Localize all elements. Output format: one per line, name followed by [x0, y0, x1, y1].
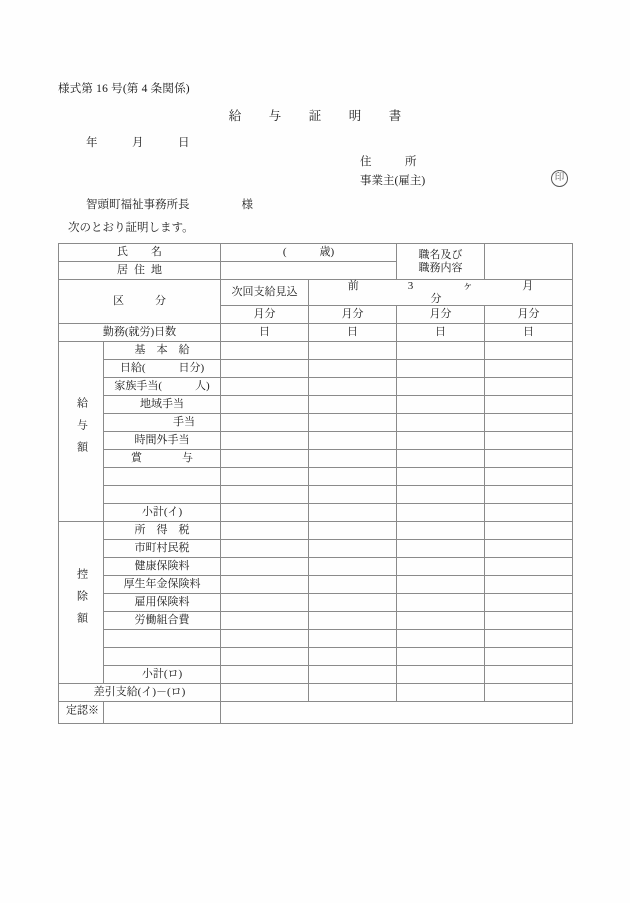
deduction-cell-6-1[interactable] — [309, 630, 397, 648]
deduction-row-label-0: 所 得 税 — [104, 522, 221, 540]
salary-cell-9-3[interactable] — [485, 504, 573, 522]
deduction-cell-8-0[interactable] — [221, 666, 309, 684]
deduction-cell-2-3[interactable] — [485, 558, 573, 576]
deduction-row-label-8: 小計(ロ) — [104, 666, 221, 684]
deduction-cell-1-0[interactable] — [221, 540, 309, 558]
deduction-cell-3-1[interactable] — [309, 576, 397, 594]
salary-cell-3-0[interactable] — [221, 396, 309, 414]
deduction-row-label-3: 厚生年金保険料 — [104, 576, 221, 594]
work-days-col3[interactable]: 日 — [397, 324, 485, 342]
table-row-salary-5 — [59, 432, 573, 450]
deduction-cell-5-2[interactable] — [397, 612, 485, 630]
table-row-salary-1 — [59, 360, 573, 378]
deduction-cell-5-3[interactable] — [485, 612, 573, 630]
table-row-deduction-1 — [59, 540, 573, 558]
deduction-row-label-1: 市町村民税 — [104, 540, 221, 558]
net-payment-cell-1[interactable] — [309, 684, 397, 702]
month-unit-col3[interactable]: 月分 — [397, 306, 485, 324]
recipient-honorific: 様 — [241, 199, 253, 211]
salary-cell-6-3[interactable] — [485, 450, 573, 468]
salary-cell-7-3[interactable] — [485, 468, 573, 486]
approval-notes-cell[interactable] — [104, 702, 221, 724]
net-payment-cell-0[interactable] — [221, 684, 309, 702]
table-row-salary-0 — [59, 342, 573, 360]
deduction-cell-2-0[interactable] — [221, 558, 309, 576]
net-payment-cell-3[interactable] — [485, 684, 573, 702]
deduction-cell-5-0[interactable] — [221, 612, 309, 630]
job-title-label — [397, 244, 485, 280]
deduction-cell-6-3[interactable] — [485, 630, 573, 648]
table-row-salary-7 — [59, 468, 573, 486]
deduction-cell-6-2[interactable] — [397, 630, 485, 648]
deduction-cell-1-2[interactable] — [397, 540, 485, 558]
residence-label: 居住地 — [59, 262, 221, 280]
salary-cell-4-3[interactable] — [485, 414, 573, 432]
deduction-cell-0-0[interactable] — [221, 522, 309, 540]
address-label: 住 所 — [360, 156, 428, 168]
deduction-cell-2-2[interactable] — [397, 558, 485, 576]
table-row-deduction-0 — [59, 522, 573, 540]
deduction-cell-4-3[interactable] — [485, 594, 573, 612]
deduction-cell-3-2[interactable] — [397, 576, 485, 594]
salary-cell-0-2[interactable] — [397, 342, 485, 360]
table-row-name — [59, 244, 573, 262]
salary-cell-9-1[interactable] — [309, 504, 397, 522]
salary-cell-0-1[interactable] — [309, 342, 397, 360]
table-row-deduction-3 — [59, 576, 573, 594]
net-payment-cell-2[interactable] — [397, 684, 485, 702]
month-unit-col4[interactable]: 月分 — [485, 306, 573, 324]
deduction-cell-1-1[interactable] — [309, 540, 397, 558]
salary-row-label-7[interactable] — [104, 468, 221, 486]
job-title-value-cell[interactable] — [485, 244, 573, 280]
salary-cell-2-0[interactable] — [221, 378, 309, 396]
employer-label: 事業主(雇主) — [360, 175, 426, 187]
table-row-approval — [59, 702, 573, 724]
deduction-cell-3-3[interactable] — [485, 576, 573, 594]
salary-row-label-8[interactable] — [104, 486, 221, 504]
deduction-cell-8-2[interactable] — [397, 666, 485, 684]
deduction-cell-4-0[interactable] — [221, 594, 309, 612]
section-label: 区 分 — [59, 280, 221, 324]
salary-cell-1-3[interactable] — [485, 360, 573, 378]
salary-row-label-6: 賞 与 — [104, 450, 221, 468]
table-row-deduction-4 — [59, 594, 573, 612]
salary-cell-7-1[interactable] — [309, 468, 397, 486]
net-payment-label: 差引支給(イ)－(ロ) — [59, 684, 221, 702]
deduction-cell-4-2[interactable] — [397, 594, 485, 612]
salary-cell-8-2[interactable] — [397, 486, 485, 504]
salary-cell-3-2[interactable] — [397, 396, 485, 414]
work-days-col2[interactable]: 日 — [309, 324, 397, 342]
table-row-deduction-2 — [59, 558, 573, 576]
table-row-work-days — [59, 324, 573, 342]
job-title-label-line1: 職名及び — [418, 248, 463, 261]
deduction-cell-0-3[interactable] — [485, 522, 573, 540]
deduction-row-label-2: 健康保険料 — [104, 558, 221, 576]
next-payment-label: 次回支給見込 — [221, 280, 309, 306]
table-row-section-header — [59, 280, 573, 306]
salary-cell-8-3[interactable] — [485, 486, 573, 504]
salary-cell-5-2[interactable] — [397, 432, 485, 450]
salary-row-label-0: 基 本 給 — [104, 342, 221, 360]
salary-cell-9-2[interactable] — [397, 504, 485, 522]
salary-section-label-text: 給与額 — [75, 396, 88, 463]
deduction-cell-7-1[interactable] — [309, 648, 397, 666]
salary-cell-5-3[interactable] — [485, 432, 573, 450]
salary-cell-1-0[interactable] — [221, 360, 309, 378]
table-row-deduction-subtotal — [59, 666, 573, 684]
previous-three-months-label: 前 3 ヶ 月 分 — [309, 280, 573, 306]
salary-row-label-5: 時間外手当 — [104, 432, 221, 450]
salary-cell-2-2[interactable] — [397, 378, 485, 396]
salary-row-label-3: 地域手当 — [104, 396, 221, 414]
table-row-salary-3 — [59, 396, 573, 414]
month-unit-col1[interactable]: 月分 — [221, 306, 309, 324]
deduction-section-label-text: 控除額 — [75, 567, 88, 634]
salary-cell-5-0[interactable] — [221, 432, 309, 450]
table-row-salary-subtotal — [59, 504, 573, 522]
salary-cell-6-0[interactable] — [221, 450, 309, 468]
recipient-name: 智頭町福祉事務所長 — [86, 199, 190, 211]
salary-cell-0-0[interactable] — [221, 342, 309, 360]
approval-value-cell[interactable] — [221, 702, 573, 724]
deduction-cell-7-2[interactable] — [397, 648, 485, 666]
table-row-net-payment — [59, 684, 573, 702]
name-value-cell[interactable]: ( 歳) — [221, 244, 397, 262]
table-row-salary-2 — [59, 378, 573, 396]
table-row-salary-4 — [59, 414, 573, 432]
salary-cell-8-0[interactable] — [221, 486, 309, 504]
approval-label-text: ※認定 — [64, 703, 99, 718]
residence-value-cell[interactable] — [221, 262, 397, 280]
salary-row-label-2: 家族手当( 人) — [104, 378, 221, 396]
work-days-col1[interactable]: 日 — [221, 324, 309, 342]
table-row-salary-6 — [59, 450, 573, 468]
work-days-label: 勤務(就労)日数 — [59, 324, 221, 342]
deduction-row-label-6[interactable] — [104, 630, 221, 648]
deduction-cell-6-0[interactable] — [221, 630, 309, 648]
recipient-line — [86, 196, 253, 212]
date-line: 年 月 日 — [86, 137, 190, 149]
deduction-cell-7-3[interactable] — [485, 648, 573, 666]
salary-cell-4-2[interactable] — [397, 414, 485, 432]
deduction-cell-7-0[interactable] — [221, 648, 309, 666]
salary-cell-4-0[interactable] — [221, 414, 309, 432]
lead-text: 次のとおり証明します。 — [68, 222, 194, 234]
deduction-cell-0-2[interactable] — [397, 522, 485, 540]
job-title-label-line2: 職務内容 — [418, 261, 463, 274]
deduction-row-label-7[interactable] — [104, 648, 221, 666]
deduction-cell-8-3[interactable] — [485, 666, 573, 684]
deduction-section-label — [59, 522, 104, 684]
salary-cell-7-0[interactable] — [221, 468, 309, 486]
table-row-deduction-6 — [59, 630, 573, 648]
salary-cell-4-1[interactable] — [309, 414, 397, 432]
name-label: 氏 名 — [59, 244, 221, 262]
work-days-col4[interactable]: 日 — [485, 324, 573, 342]
salary-cell-2-1[interactable] — [309, 378, 397, 396]
salary-cell-3-3[interactable] — [485, 396, 573, 414]
deduction-cell-1-3[interactable] — [485, 540, 573, 558]
table-row-deduction-7 — [59, 648, 573, 666]
deduction-cell-2-1[interactable] — [309, 558, 397, 576]
salary-cell-3-1[interactable] — [309, 396, 397, 414]
salary-cell-7-2[interactable] — [397, 468, 485, 486]
salary-cell-6-2[interactable] — [397, 450, 485, 468]
salary-cell-0-3[interactable] — [485, 342, 573, 360]
salary-row-label-4: 手当 — [104, 414, 221, 432]
page-title: 給 与 証 明 書 — [228, 109, 409, 123]
deduction-cell-5-1[interactable] — [309, 612, 397, 630]
salary-cell-6-1[interactable] — [309, 450, 397, 468]
salary-cell-1-2[interactable] — [397, 360, 485, 378]
seal-icon: 印 — [551, 170, 568, 187]
salary-cell-9-0[interactable] — [221, 504, 309, 522]
deduction-cell-0-1[interactable] — [309, 522, 397, 540]
deduction-row-label-4: 雇用保険料 — [104, 594, 221, 612]
salary-cell-1-1[interactable] — [309, 360, 397, 378]
salary-row-label-1: 日給( 日分) — [104, 360, 221, 378]
deduction-cell-4-1[interactable] — [309, 594, 397, 612]
salary-row-label-9: 小計(イ) — [104, 504, 221, 522]
table-row-deduction-5 — [59, 612, 573, 630]
month-unit-col2[interactable]: 月分 — [309, 306, 397, 324]
table-row-salary-8 — [59, 486, 573, 504]
salary-certificate-table — [58, 243, 583, 724]
approval-label — [59, 702, 104, 724]
deduction-row-label-5: 労働組合費 — [104, 612, 221, 630]
salary-section-label — [59, 342, 104, 522]
deduction-cell-8-1[interactable] — [309, 666, 397, 684]
form-number: 様式第 16 号(第 4 条関係) — [58, 83, 190, 95]
salary-cell-2-3[interactable] — [485, 378, 573, 396]
salary-cell-5-1[interactable] — [309, 432, 397, 450]
deduction-cell-3-0[interactable] — [221, 576, 309, 594]
salary-cell-8-1[interactable] — [309, 486, 397, 504]
